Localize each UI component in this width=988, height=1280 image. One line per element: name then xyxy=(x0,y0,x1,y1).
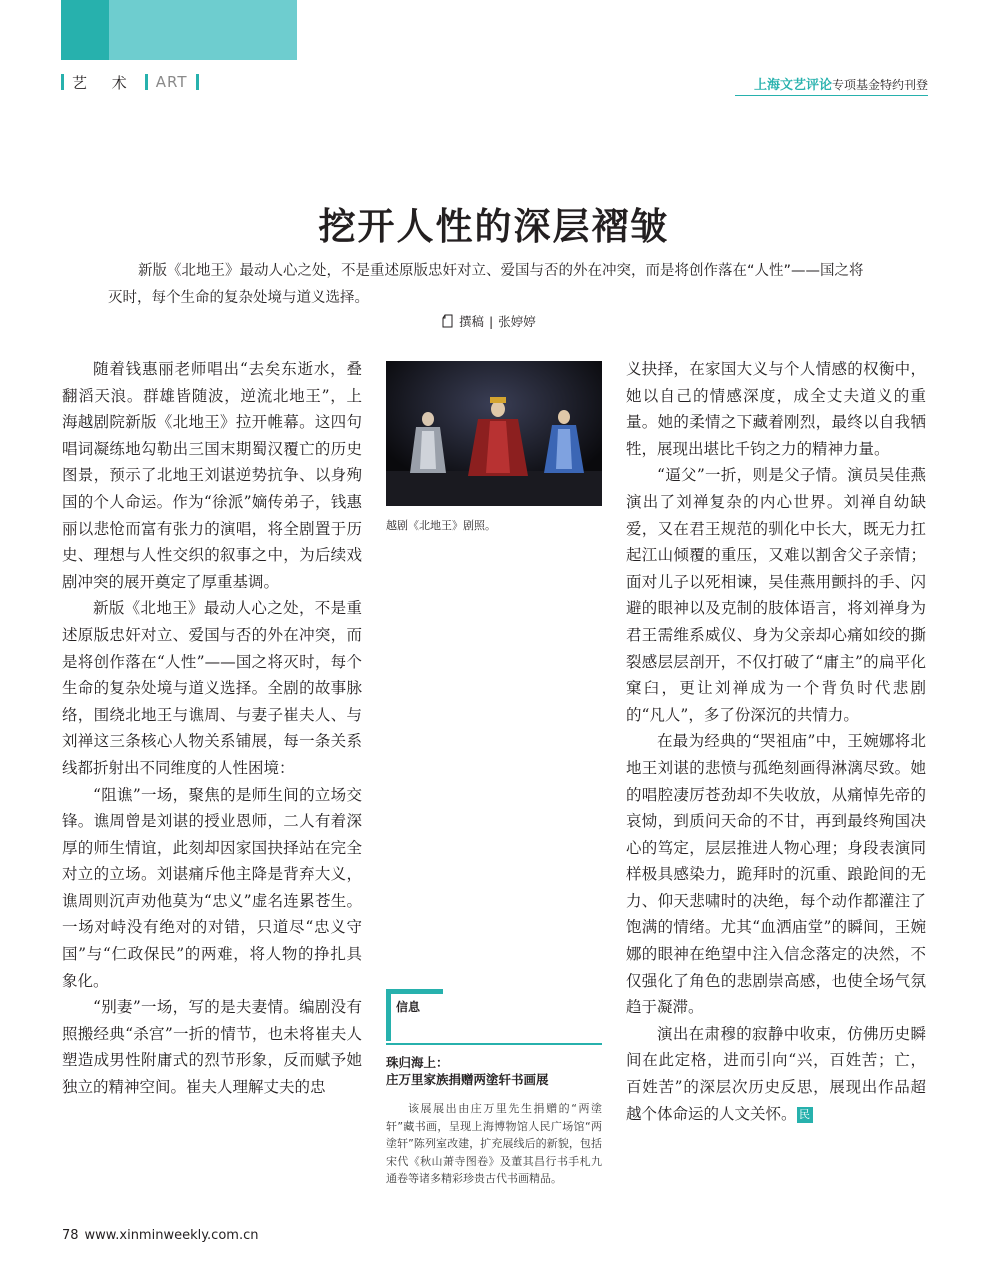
article-column-left xyxy=(62,356,362,1101)
body-paragraph-final xyxy=(626,1021,926,1127)
byline-label: 撰稿 xyxy=(459,314,485,329)
header-decor-block-dark xyxy=(61,0,109,60)
section-name-en: ART xyxy=(155,73,188,91)
stage-photo xyxy=(386,361,602,506)
section-label xyxy=(61,71,199,93)
author-name: 张婷婷 xyxy=(498,314,536,329)
info-headline xyxy=(386,1054,602,1088)
page-footer xyxy=(62,1228,258,1243)
section-divider xyxy=(145,74,148,90)
info-paragraph: 该展展出由庄万里先生捐赠的“两塗轩”藏书画，呈现上海博物馆人民广场馆“两塗轩”陈列室改建，扩充展线后的新貌，包括宋代《秋山萧寺图卷》及董其昌行书手札九通卷等诸多精彩珍贵古代书画精品。 xyxy=(386,1102,602,1185)
end-mark-icon: 民 xyxy=(797,1107,813,1123)
article-lead xyxy=(108,258,878,312)
article-title: 挖开人性的深层褶皱 xyxy=(318,204,670,248)
info-label: 信息 xyxy=(396,1000,421,1014)
info-box-frame xyxy=(386,989,443,1041)
body-paragraph: “阻谯”一场，聚焦的是师生间的立场交锋。谯周曾是刘谌的授业恩师，二人有着深厚的师生情谊，此刻却因家国抉择站在完全对立的立场。刘谌痛斥他主降是背弃大义，谯周则沉声劝他莫为“忠义”虚名连累苍生。一场对峙没有绝对的对错，只道尽“忠义守国”与“仁政保民”的两难，将人物的挣扎具象化。 xyxy=(62,785,362,990)
body-paragraph: “逼父”一折，则是父子情。演员吴佳燕演出了刘禅复杂的内心世界。刘禅自幼缺爱，又在君王规范的驯化中长大，既无力扛起江山倾覆的重压，又难以割舍父子亲情；面对儿子以死相谏，吴佳燕用颤抖的手、闪避的眼神以及克制的肢体语言，将刘禅身为君王需维系威仪、身为父亲却心痛如绞的撕裂感层层剖开，不仅打破了“庸主”的扁平化窠臼，更让刘禅成为一个背负时代悲剧的“凡人”，多了份深沉的共情力。 xyxy=(626,466,926,724)
lead-paragraph: 新版《北地王》最动人心之处，不是重述原版忠奸对立、爱国与否的外在冲突，而是将创作落在“人性”——国之将灭时，每个生命的复杂处境与道义选择。 xyxy=(108,263,864,306)
info-headline-line1: 珠归海上： xyxy=(386,1055,449,1070)
stage-photo-illustration xyxy=(386,361,602,506)
sponsor-brand: 上海文艺评论 xyxy=(753,78,832,93)
sponsor-banner xyxy=(735,72,928,96)
article-column-right xyxy=(626,356,926,1127)
photo-caption: 越剧《北地王》剧照。 xyxy=(386,519,496,532)
body-paragraph: “别妻”一场，写的是夫妻情。编剧没有照搬经典“杀宫”一折的情节，也未将崔夫人塑造成男性附庸式的烈节形象，反而赋予她独立的精神空间。崔夫人理解丈夫的忠 xyxy=(62,998,362,1097)
final-text: 演出在肃穆的寂静中收束，仿佛历史瞬间在此定格，进而引向“兴，百姓苦；亡，百姓苦”的深层次历史反思，展现出作品超越个体命运的人文关怀。 xyxy=(626,1024,926,1123)
body-paragraph-continued: 义抉择，在家国大义与个人情感的权衡中，她以自己的情感深度，成全丈夫道义的重量。她的柔情之下藏着刚烈，最终以自我牺牲，展现出堪比千钧之力的精神力量。 xyxy=(626,360,926,458)
page-number: 78 xyxy=(62,1228,79,1243)
section-divider xyxy=(196,74,199,90)
body-paragraph: 随着钱惠丽老师唱出“去矣东逝水，叠翻滔天浪。群雄皆随波，逆流北地王”，上海越剧院新版《北地王》拉开帷幕。这四句唱词凝练地勾勒出三国末期蜀汉覆亡的历史图景，预示了北地王刘谌逆势抗争、以身殉国的个人命运。作为“徐派”嫡传弟子，钱惠丽以悲怆而富有张力的演唱，将全剧置于历史、理想与人性交织的叙事之中，为后续戏剧冲突的展开奠定了厚重基调。 xyxy=(62,360,362,591)
info-body xyxy=(386,1100,602,1188)
sponsor-text: 专项基金特约刊登 xyxy=(831,78,928,92)
byline xyxy=(442,311,536,331)
body-paragraph: 在最为经典的“哭祖庙”中，王婉娜将北地王刘谌的悲愤与孤绝刻画得淋漓尽致。她的唱腔凄厉苍劲却不失收放，从痛悼先帝的哀恸，到质问天命的不甘，再到最终殉国决心的笃定，层层推进人物心理；身段表演同样极具感染力，跪拜时的沉重、踉跄间的无力、仰天悲啸时的决绝，每个动作都灌注了饱满的情绪。尤其“血洒庙堂”的瞬间，王婉娜的眼神在绝望中注入信念落定的决然，不仅强化了角色的悲剧崇高感，也使全场气氛趋于凝滞。 xyxy=(626,732,926,1017)
section-name-zh: 艺 术 xyxy=(72,73,137,92)
body-paragraph: 新版《北地王》最动人心之处，不是重述原版忠奸对立、爱国与否的外在冲突，而是将创作落在“人性”——国之将灭时，每个生命的复杂处境与道义选择。全剧的故事脉络，围绕北地王与谯周、与妻子崔夫人、与刘禅这三条核心人物关系铺展，每一条关系线都折射出不同维度的人性困境： xyxy=(62,599,362,777)
info-headline-line2: 庄万里家族捐赠两塗轩书画展 xyxy=(386,1072,549,1087)
website-url: www.xinminweekly.com.cn xyxy=(84,1228,259,1243)
info-divider xyxy=(386,1043,602,1045)
section-divider xyxy=(61,74,64,90)
byline-separator: | xyxy=(489,313,494,329)
pen-icon xyxy=(442,314,454,328)
header-decor-block-light xyxy=(109,0,297,60)
